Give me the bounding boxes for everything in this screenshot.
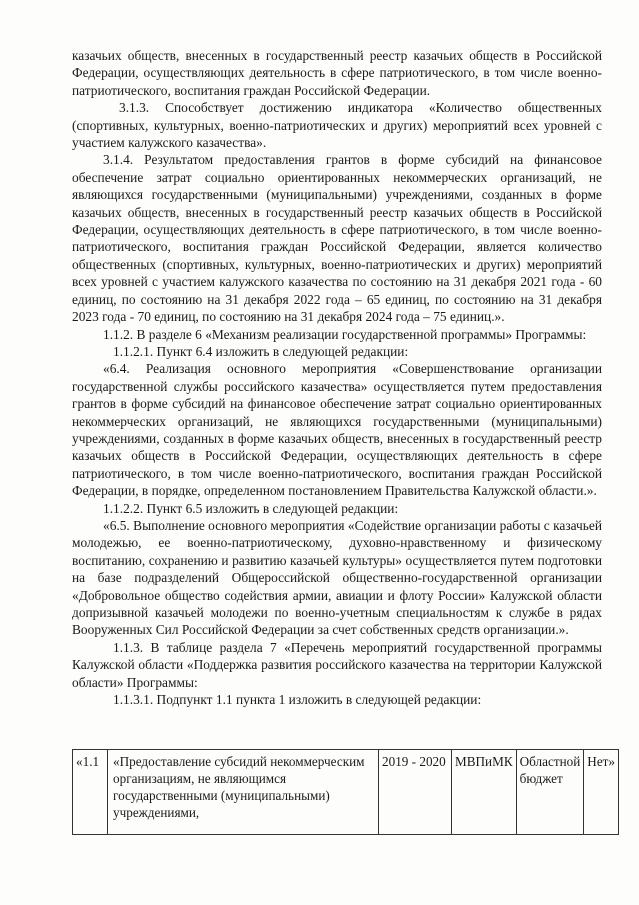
paragraph-1-1-3: 1.1.3. В таблице раздела 7 «Перечень мероприятий государственной программы Калужской области «Поддержка развития российского казачества на территории Калужской области» Программы: <box>72 639 602 690</box>
paragraph-6-4: «6.4. Реализация основного мероприятия «Совершенствование организации государственной службы российского казачества» осуществляется путем предоставления грантов в форме субсидий на финансовое обеспечение затрат социально ориентированных некоммерческих организаций, не являющихся государственными (муниципальными) учреждениями, созданных в форме казачьих обществ, внесенных в государственный реестр казачьих обществ в Российской Федерации, осуществляющих деятельность в сфере патриотического, в том числе военно-патриотического, воспитания граждан Российской Федерации, в порядке, определенном постановлением Правительства Калужской области.». <box>72 361 602 499</box>
paragraph-1-1-2: 1.1.2. В разделе 6 «Механизм реализации государственной программы» Программы: <box>103 326 587 342</box>
cell-number: «1.1 <box>73 750 108 835</box>
cell-funding-source: Областной бюджет <box>516 750 584 835</box>
paragraph-1-1-3-1: 1.1.3.1. Подпункт 1.1 пункта 1 изложить в следующей редакции: <box>113 692 482 708</box>
table-row <box>73 750 619 835</box>
cell-measure-name: «Предоставление субсидий некоммерческим организациям, не являющимся государственными (муниципальными) учреждениями, <box>108 750 379 835</box>
document-body <box>72 47 602 708</box>
paragraph-1-1-2-2: 1.1.2.2. Пункт 6.5 изложить в следующей редакции: <box>103 500 399 516</box>
paragraph-3-1-4: 3.1.4. Результатом предоставления грантов в форме субсидий на финансовое обеспечение затрат социально ориентированных некоммерческих организаций, не являющихся государственными (муниципальными) учреждениями, созданных в форме казачьих обществ, внесенных в государственный реестр казачьих обществ в Российской Федерации, осуществляющих деятельность в сфере патриотического, в том числе военно-патриотического, воспитания граждан Российской Федерации, является количество общественных (спортивных, культурных, военно-патриотических и других) мероприятий всех уровней с участием калужского казачества по состоянию на 31 декабря 2021 года - 60 единиц, по состоянию на 31 декабря 2022 года – 65 единиц, по состоянию на 31 декабря 2023 года - 70 единиц, по состоянию на 31 декабря 2024 года – 75 единиц.». <box>72 152 602 325</box>
paragraph-1-1-2-1: 1.1.2.1. Пункт 6.4 изложить в следующей редакции: <box>113 343 409 359</box>
paragraph-3-1-3: 3.1.3. Способствует достижению индикатора «Количество общественных (спортивных, культурных, военно-патриотических и других) мероприятий всех уровней с участием калужского казачества». <box>72 100 602 151</box>
cell-amount: Нет» <box>584 750 619 835</box>
measures-table <box>72 749 619 835</box>
cell-period: 2019 - 2020 <box>379 750 452 835</box>
cell-executor: МВПиМК <box>452 750 517 835</box>
paragraph-continuation: казачьих обществ, внесенных в государственный реестр казачьих обществ в Российской Федерации, осуществляющих деятельность в сфере патриотического, в том числе военно-патриотического, воспитания граждан Российской Федерации. <box>72 48 602 98</box>
paragraph-6-5: «6.5. Выполнение основного мероприятия «Содействие организации работы с казачьей молодежью, ее военно-патриотическому, духовно-нравственному и физическому воспитанию, сохранению и развитию казачьей культуры» осуществляется путем подготовки на базе подразделений Общероссийской общественно-государственной организации «Добровольное общество содействия армии, авиации и флоту России» Калужской области допризывной казачьей молодежи по военно-учетным специальностям к службе в рядах Вооруженных Сил Российской Федерации за счет собственных средств организации.». <box>72 517 602 638</box>
